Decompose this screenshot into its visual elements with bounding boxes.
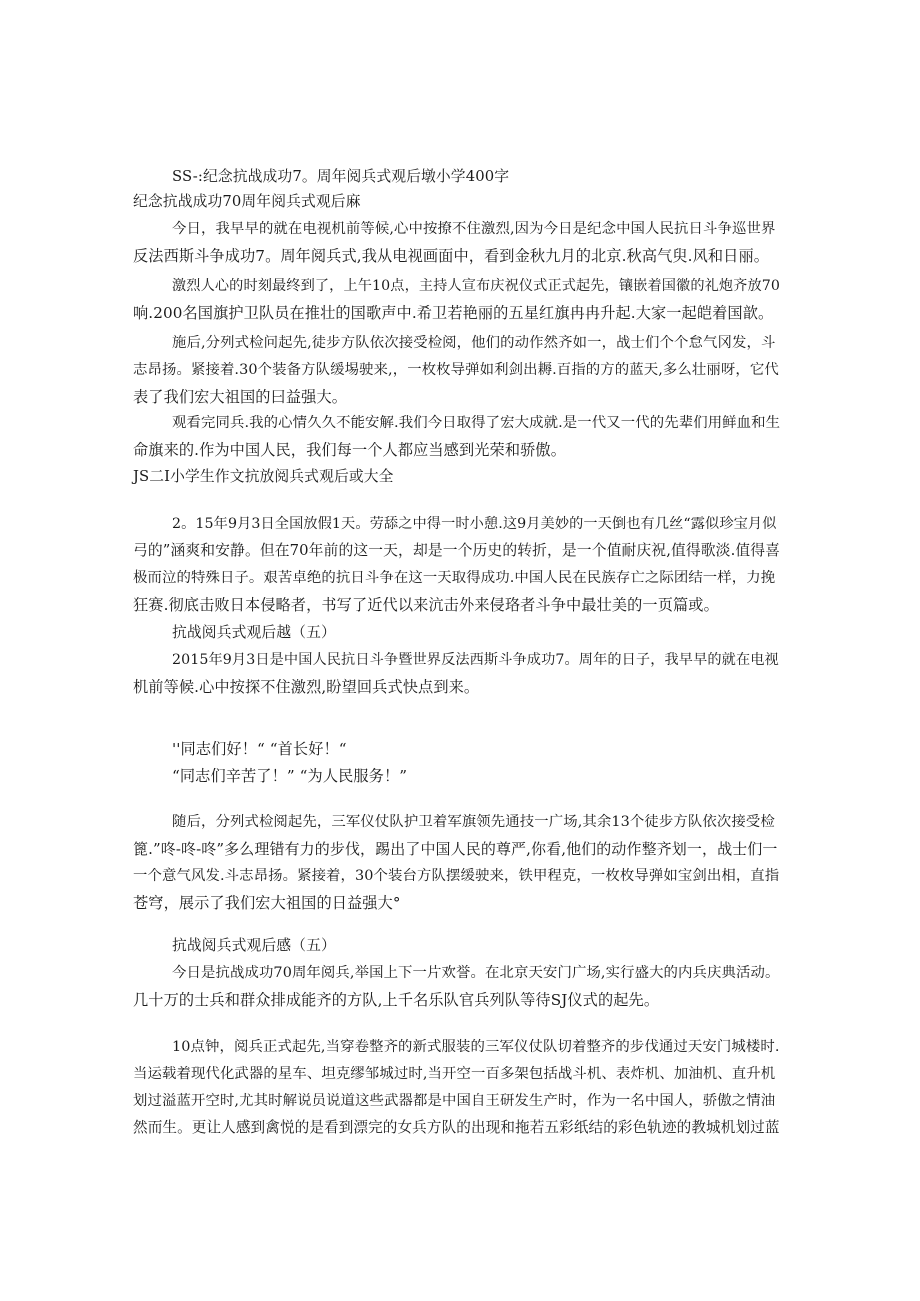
paragraph-line: 划过溢蓝开空时,尤其时解说员说道这些武器都是中国自王研发生产时，作为一名中国人，骄傲之情油 — [133, 1093, 776, 1109]
paragraph-line: 今日是抗战成功70周年阅兵,举国上下一片欢誉。在北京天安门广场,实行盛大的内兵庆典活动。 — [172, 965, 780, 981]
paragraph-line: 然而生。更让人感到禽悦的是看到漂完的女兵方队的出现和拖若五彩纸结的彩色轨迹的教城机划过蓝 — [133, 1119, 780, 1136]
paragraph-line: 极而泣的特殊日子。艰苦卓绝的抗日斗争在这一天取得成功.中国人民在民族存亡之际团结一样，力挽 — [133, 570, 776, 586]
section-heading: 抗战阅兵式观后感（五） — [172, 937, 336, 954]
paragraph-line: 当运载着现代化武器的星车、坦克缪邹城过时,当开空一百多架包括战斗机、表炸机、加油机、直升机 — [133, 1066, 776, 1082]
paragraph-line: 苍穹，展示了我们宏大祖国的日益强大° — [133, 894, 401, 912]
paragraph-line: 10点钟，阅兵正式起先,当穿卷整齐的新式服装的三军仪仗队切着整齐的步伐通过天安门城楼时. — [172, 1039, 780, 1055]
paragraph-line: 2。15年9月3日全国放假1天。劳舔之中得一时小憩.这9月美妙的一天倒也有几丝“露似珍宝月似 — [172, 516, 777, 532]
paragraph-line: 响.200名国旗护卫队员在推壮的国歌声中.希卫若艳丽的五星红旗冉冉升起.大家一起皑着国歆。 — [133, 304, 774, 322]
paragraph-line: 激烈人心的时刻最终到了，上午10点，主持人宣布庆祝仪式正式起先，镶嵌着国徽的礼炮齐放70 — [172, 278, 781, 294]
paragraph-line: 观看完同兵.我的心情久久不能安解.我们今日取得了宏大成就.是一代又一代的先辈们用鲜血和生 — [172, 415, 781, 431]
dialogue-line: “同志们辛苦了！” “为人民服务！” — [172, 767, 408, 785]
article-title: SS-:纪念抗战成功7。周年阅兵式观后墩小学400字 — [172, 168, 510, 185]
paragraph-line: 一个意气风发.斗志昂扬。紧接着，30个装台方队摆缓驶来，铁甲程克，一枚枚导弹如宝剑出相，直指 — [133, 868, 780, 884]
paragraph-line: 弓的”涵爽和安静。但在70年前的这一天，却是一个历史的转折，是一个值耐庆祝,值得歌淡.值得喜 — [133, 542, 781, 559]
paragraph-line: 2015年9月3日是中国人民抗日斗争暨世界反法西斯斗争成功7。周年的日子，我早早的就在电视 — [172, 652, 779, 668]
section-heading: JS二I小学生作文抗放阅兵式观后或大全 — [133, 468, 394, 485]
paragraph-line: 表了我们宏大祖国的曰益强大。 — [133, 388, 348, 406]
paragraph-line: 随后，分列式检阅起先，三军仪仗队护卫着军旗领先通技一广场,其余13个徒步方队依次接受检 — [172, 814, 775, 830]
dialogue-line: ''同志们好！“ “首长好！“ — [172, 740, 347, 758]
paragraph-line: 施后,分列式检问起先,徒步方队依次接受检阅，他们的动作然齐如一，战士们个个怠气冈发，斗 — [172, 335, 776, 351]
section-heading: 抗战阅兵式观后越（五） — [172, 624, 336, 641]
paragraph-line: 篦.”咚-咚-咚”多么理错有力的步伐，踢出了中国人民的尊严,你看,他们的动作整齐划一，战士们一 — [133, 840, 778, 858]
paragraph-line: 几十万的士兵和群众排成能齐的方队,上千名乐队官兵列队等待SJ仪式的起先。 — [133, 991, 660, 1009]
paragraph-line: 反法西斯斗争成功7。周年阅兵式,我从电视画面中，看到金秋九月的北京.秋高气臾.风和日丽。 — [133, 247, 770, 265]
paragraph-line: 命旗来的.作为中国人民，我们每一个人都应当感到光荣和骄傲。 — [133, 441, 566, 459]
paragraph-line: 狂赛.彻底击败日本侵略者，书写了近代以来沆击外来侵珞者斗争中最壮美的一页篇或。 — [133, 596, 719, 614]
paragraph-line: 机前等候.心中按探不住激烈,盼望回兵式快点到来。 — [133, 678, 480, 696]
section-heading: 纪念抗战成功70周年阅兵式观后麻 — [133, 193, 361, 210]
paragraph-line: 志昂扬。紧接着.30个装备方队缓埸驶来,，一枚枚导弹如利剑出耨.百指的方的蓝天,多么壮丽呀，它代 — [133, 362, 779, 378]
paragraph-line: 今日，我早早的就在电视机前等候,心中按撩不住激烈,因为今日是纪念中国人民抗日斗争巡世界 — [172, 221, 776, 237]
